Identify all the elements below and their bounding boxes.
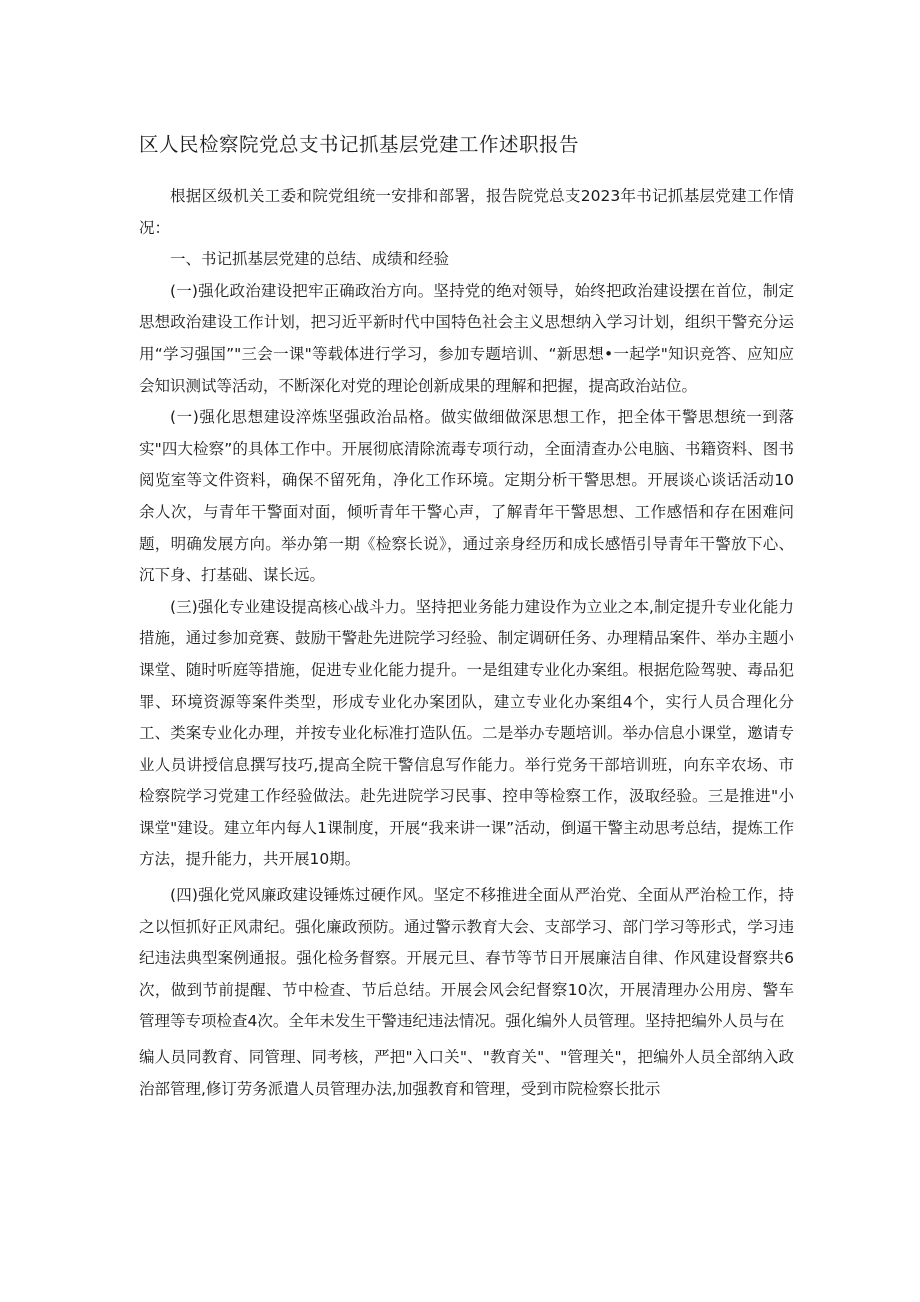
paragraph-lead: (一)强化政治建设把牢正确政治方向。 xyxy=(170,281,434,300)
paragraph-lead: (一)强化思想建设淬炼坚强政治品格。 xyxy=(170,408,441,427)
paragraph-text: 做实做细做深思想工作，把全体干警思想统一到落实"四大检察”的具体工作中。开展彻底清除流毒专项行动，全面清查办公电脑、书籍资料、图书阅览室等文件资料，确保不留死角，净化工作环境。定期分析干警思想。开展谈心谈话活动10余人次，与青年干警面对面，倾听青年干警心声，了解青年干警思想、工作感悟和存在困难问题，明确发展方向。举办第一期《检察长说》，通过亲身经历和成长感悟引导青年干警放下心、沉下身、打基础、谋长远。 xyxy=(139,408,794,585)
intro-paragraph: 根据区级机关工委和院党组统一安排和部署，报告院党总支2023年书记抓基层党建工作情况： xyxy=(139,187,794,237)
paragraph-text: 坚持党的绝对领导，始终把政治建设摆在首位，制定思想政治建设工作计划，把习近平新时代中国特色社会主义思想纳入学习计划，组织干警充分运用“学习强国”"三会一课"等载体进行学习，参加专题培训、“新思想•一起学"知识竞答、应知应会知识测试等活动，不断深化对党的理论创新成果的理解和把握，提高政治站位。 xyxy=(139,281,794,395)
paragraph-lead: (三)强化专业建设提高核心战斗力。 xyxy=(170,597,416,616)
document-title: 区人民检察院党总支书记抓基层党建工作述职报告 xyxy=(139,133,580,156)
paragraph-ideological-building xyxy=(139,402,794,592)
paragraph-professional-building xyxy=(139,592,794,876)
paragraph-text: 坚定不移推进全面从严治党、全面从严治检工作，持之以恒抓好正风肃纪。强化廉政预防。通过警示教育大会、支部学习、部门学习等形式，学习违纪违法典型案例通报。强化检务督察。开展元旦、春节等节日开展廉洁自律、作风建设督察共6次，做到节前提醒、节中检查、节后总结。开展会风会纪督察10次，开展清理办公用房、警车管理等专项检查4次。全年未发生干警违纪违法情况。强化编外人员管理。坚持把编外人员与在 xyxy=(139,886,794,1031)
section-heading-1: 一、书记抓基层党建的总结、成绩和经验 xyxy=(170,250,450,269)
paragraph-continuation: 编人员同教育、同管理、同考核，严把"入口关"、"教育关"、"管理关"，把编外人员全部纳入政治部管理,修订劳务派遣人员管理办法,加强教育和管理，受到市院检察长批示 xyxy=(139,1048,794,1098)
paragraph-lead: (四)强化党风廉政建设锤炼过硬作风。 xyxy=(170,886,434,905)
document-body xyxy=(139,181,794,1105)
paragraph-text: 坚持把业务能力建设作为立业之本,制定提升专业化能力措施，通过参加竞赛、鼓励干警赴先进院学习经验、制定调研任务、办理精品案件、举办主题小课堂、随时听庭等措施，促进专业化能力提升。一是组建专业化办案组。根据危险驾驶、毒品犯罪、环境资源等案件类型，形成专业化办案团队，建立专业化办案组4个，实行人员合理化分工、类案专业化办理，并按专业化标准打造队伍。二是举办专题培训。举办信息小课堂，邀请专业人员讲授信息撰写技巧,提高全院干警信息写作能力。举行党务干部培训班，向东辛农场、市检察院学习党建工作经验做法。赴先进院学习民事、控申等检察工作，汲取经验。三是推进"小课堂"建设。建立年内每人1课制度，开展“我来讲一课”活动，倒逼干警主动思考总结，提炼工作方法，提升能力，共开展10期。 xyxy=(139,597,794,869)
paragraph-political-building xyxy=(139,276,794,402)
paragraph-integrity-building xyxy=(139,880,794,1038)
